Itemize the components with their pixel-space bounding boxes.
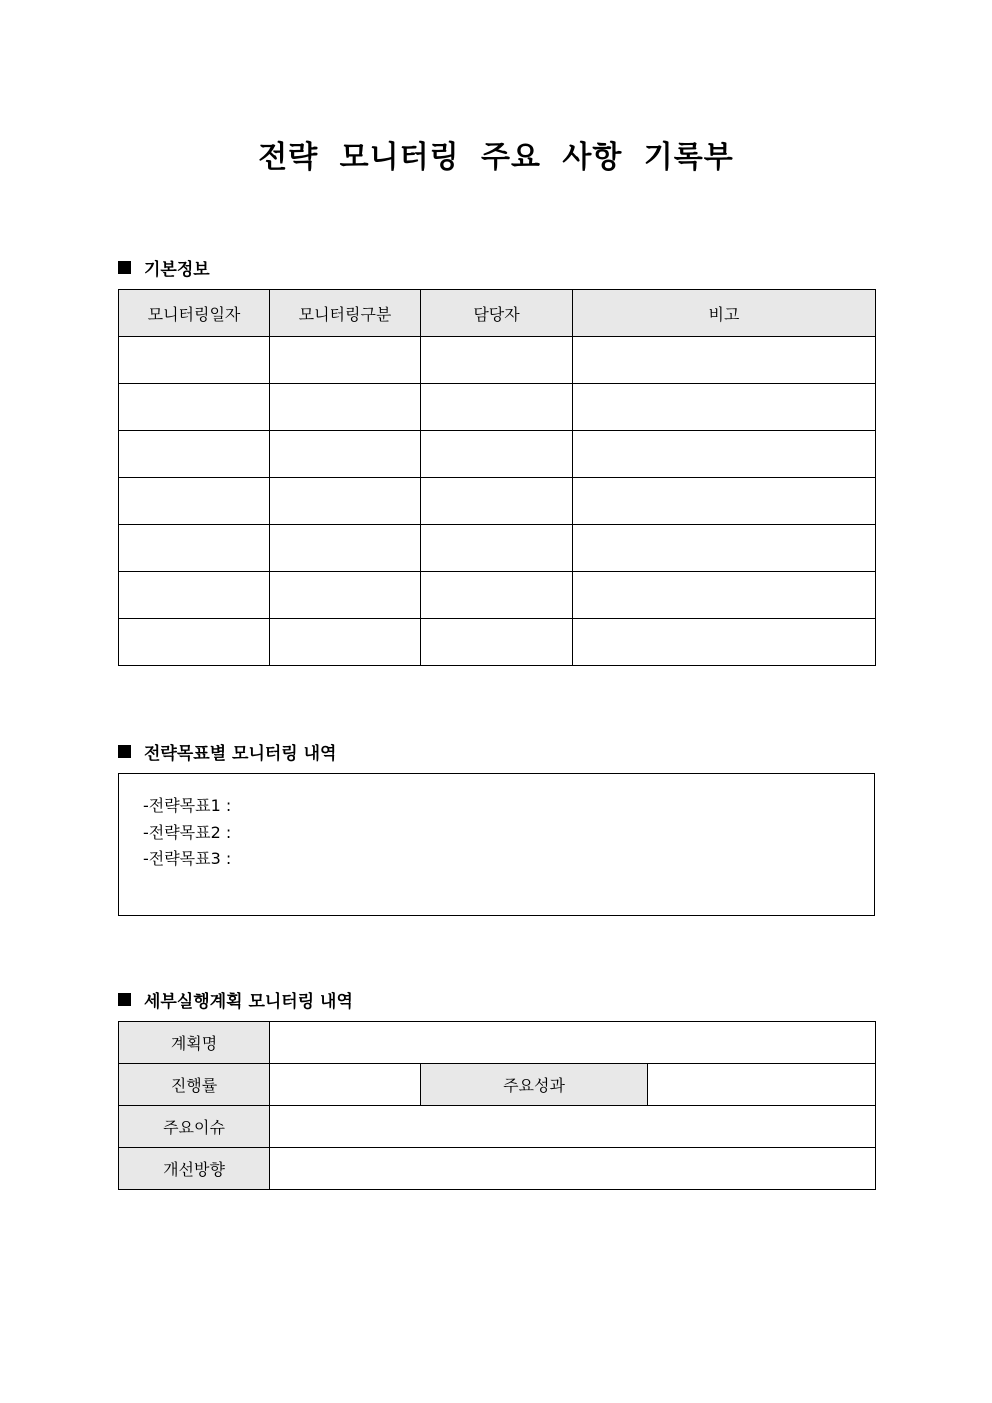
remarks-cell[interactable] bbox=[573, 478, 876, 525]
type-cell[interactable] bbox=[270, 525, 421, 572]
column-header-remarks: 비고 bbox=[573, 290, 876, 337]
goals-list bbox=[143, 793, 231, 873]
key-issues-label: 주요이슈 bbox=[119, 1106, 270, 1148]
plan-table bbox=[118, 1021, 876, 1190]
manager-cell[interactable] bbox=[421, 619, 573, 666]
table-row bbox=[119, 572, 876, 619]
progress-row bbox=[119, 1064, 876, 1106]
goals-box[interactable] bbox=[118, 773, 875, 916]
manager-cell[interactable] bbox=[421, 431, 573, 478]
remarks-cell[interactable] bbox=[573, 619, 876, 666]
basic-info-heading-label: 기본정보 bbox=[144, 260, 210, 280]
manager-cell[interactable] bbox=[421, 478, 573, 525]
goal-item-3: -전략목표3 : bbox=[143, 849, 232, 868]
date-cell[interactable] bbox=[119, 337, 270, 384]
remarks-cell[interactable] bbox=[573, 572, 876, 619]
date-cell[interactable] bbox=[119, 431, 270, 478]
manager-cell[interactable] bbox=[421, 572, 573, 619]
date-cell[interactable] bbox=[119, 384, 270, 431]
column-header-date: 모니터링일자 bbox=[119, 290, 270, 337]
progress-value[interactable] bbox=[270, 1064, 421, 1106]
basic-info-heading bbox=[118, 255, 210, 280]
plan-name-label: 계획명 bbox=[119, 1022, 270, 1064]
plan-name-row bbox=[119, 1022, 876, 1064]
date-cell[interactable] bbox=[119, 478, 270, 525]
table-row bbox=[119, 619, 876, 666]
remarks-cell[interactable] bbox=[573, 337, 876, 384]
plan-name-value[interactable] bbox=[270, 1022, 876, 1064]
column-header-type: 모니터링구분 bbox=[270, 290, 421, 337]
type-cell[interactable] bbox=[270, 572, 421, 619]
goals-heading bbox=[118, 739, 336, 764]
date-cell[interactable] bbox=[119, 619, 270, 666]
manager-cell[interactable] bbox=[421, 337, 573, 384]
key-issues-row bbox=[119, 1106, 876, 1148]
plan-heading bbox=[118, 987, 353, 1012]
key-issues-value[interactable] bbox=[270, 1106, 876, 1148]
manager-cell[interactable] bbox=[421, 525, 573, 572]
plan-heading-label: 세부실행계획 모니터링 내역 bbox=[144, 992, 353, 1012]
square-bullet-icon bbox=[118, 261, 131, 274]
type-cell[interactable] bbox=[270, 384, 421, 431]
goal-item-1: -전략목표1 : bbox=[143, 796, 232, 815]
document-title: 전략 모니터링 주요 사항 기록부 bbox=[258, 140, 734, 175]
square-bullet-icon bbox=[118, 745, 131, 758]
table-row bbox=[119, 525, 876, 572]
basic-info-table bbox=[118, 289, 876, 666]
remarks-cell[interactable] bbox=[573, 431, 876, 478]
type-cell[interactable] bbox=[270, 431, 421, 478]
key-results-value[interactable] bbox=[648, 1064, 876, 1106]
progress-label: 진행률 bbox=[119, 1064, 270, 1106]
type-cell[interactable] bbox=[270, 337, 421, 384]
column-header-manager: 담당자 bbox=[421, 290, 573, 337]
table-row bbox=[119, 337, 876, 384]
key-results-label: 주요성과 bbox=[421, 1064, 648, 1106]
improvement-value[interactable] bbox=[270, 1148, 876, 1190]
type-cell[interactable] bbox=[270, 478, 421, 525]
table-row bbox=[119, 478, 876, 525]
type-cell[interactable] bbox=[270, 619, 421, 666]
manager-cell[interactable] bbox=[421, 384, 573, 431]
table-header-row bbox=[119, 290, 876, 337]
improvement-label: 개선방향 bbox=[119, 1148, 270, 1190]
goal-item-2: -전략목표2 : bbox=[143, 822, 232, 842]
improvement-row bbox=[119, 1148, 876, 1190]
remarks-cell[interactable] bbox=[573, 384, 876, 431]
table-row bbox=[119, 384, 876, 431]
remarks-cell[interactable] bbox=[573, 525, 876, 572]
goals-heading-label: 전략목표별 모니터링 내역 bbox=[144, 744, 337, 764]
square-bullet-icon bbox=[118, 993, 131, 1006]
table-row bbox=[119, 431, 876, 478]
date-cell[interactable] bbox=[119, 572, 270, 619]
date-cell[interactable] bbox=[119, 525, 270, 572]
